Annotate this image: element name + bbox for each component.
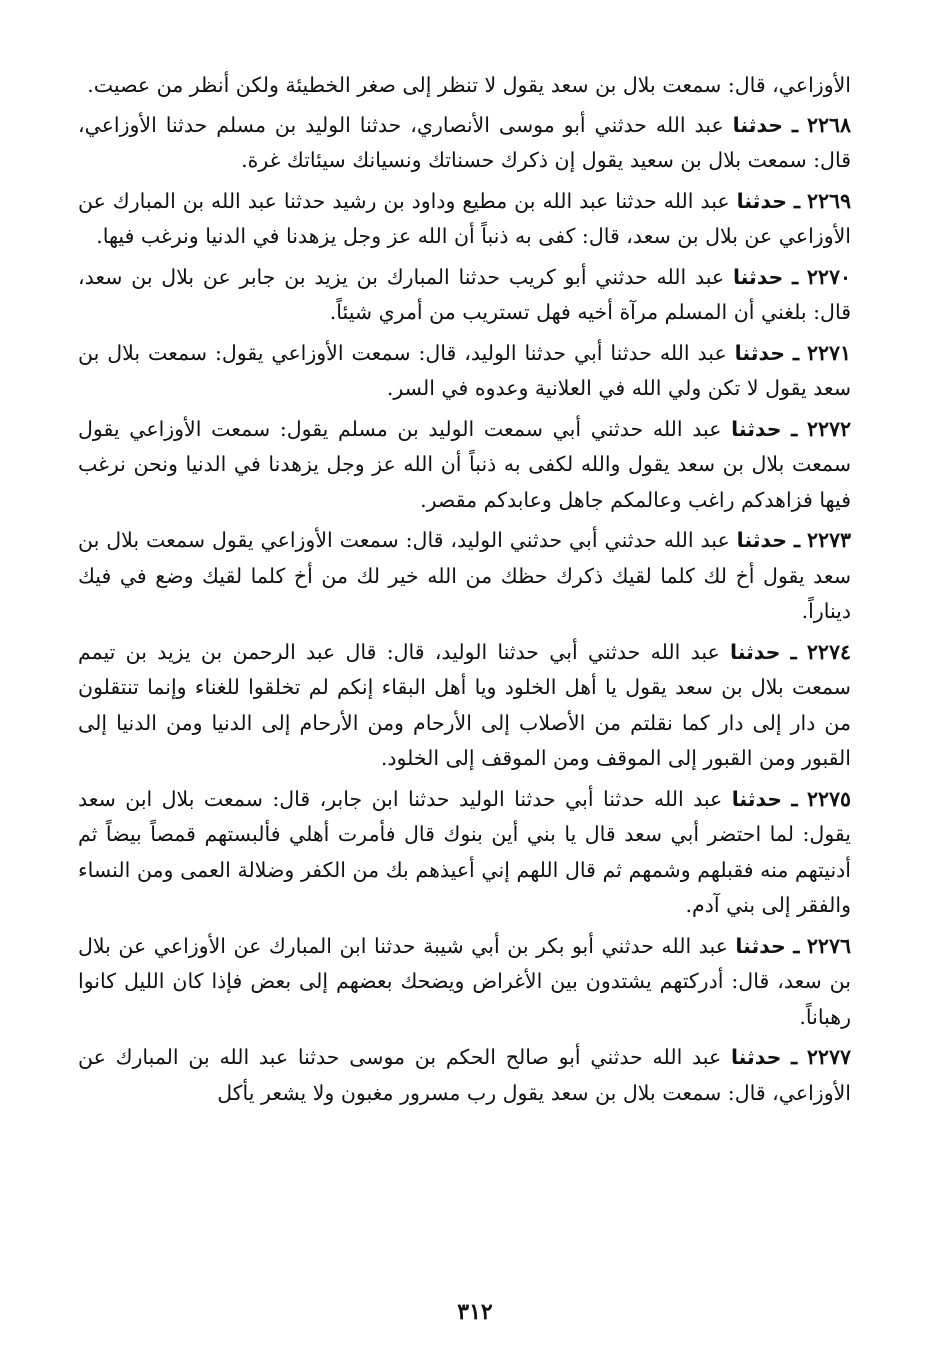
hadith-2271	[78, 336, 851, 407]
hadith-text: عبد الله حدثني أبو بكر بن أبي شيبة حدثنا ابن المبارك عن الأوزاعي عن بلال بن سعد، قال: أدركتهم يشتدون بين الأغراض ويضحك بعضهم إلى بعض فإذا كان الليل كانوا رهباناً.	[78, 933, 851, 1029]
hadith-number: ٢٢٦٨	[806, 112, 851, 137]
hadith-text: عبد الله حدثني أبو كريب حدثنا المبارك بن يزيد بن جابر عن بلال بن سعد، قال: بلغني أن المسلم مرآة أخيه فهل تستريب من أمري شيئاً.	[78, 264, 851, 324]
hadith-text: عبد الله حدثني أبو صالح الحكم بن موسى حدثنا عبد الله بن المبارك عن الأوزاعي، قال: سمعت بلال بن سعد يقول رب مسرور مغبون ولا يشعر يأكل	[78, 1045, 851, 1105]
hadith-2268	[78, 108, 851, 179]
hadith-dash: ـ	[790, 639, 797, 664]
hadith-text: عبد الله حدثني أبي سمعت الوليد بن مسلم يقول: سمعت الأوزاعي يقول سمعت بلال بن سعد يقول والله لكفى به ذنباً أن الله عز وجل يزهدنا في الدنيا ونحن نرغب فيها فزاهدكم راغب وعالمكم جاهل وعابدكم مقصر.	[78, 416, 851, 512]
hadith-number: ٢٢٧٣	[806, 528, 851, 552]
hadith-number: ٢٢٦٩	[806, 188, 851, 213]
hadith-keyword: حدثنا	[734, 340, 786, 365]
hadith-dash: ـ	[793, 528, 800, 552]
hadith-dash: ـ	[791, 112, 798, 137]
hadith-2274	[78, 635, 851, 777]
hadith-text: عبد الله حدثني أبي حدثنا الوليد، قال: قال عبد الرحمن بن يزيد بن تيمم سمعت بلال بن سعد يقول يا أهل الخلود ويا أهل البقاء إنكم لم تخلقوا للغناء وإنما تنتقلون من دار إلى دار كما نقلتم من الأصلاب إلى الأرحام ومن الأرحام إلى الدنيا ومن الدنيا إلى القبور ومن القبور إلى الموقف ومن الموقف إلى الخلود.	[78, 639, 851, 770]
hadith-text: عبد الله حدثنا عبد الله بن مطيع وداود بن رشيد حدثنا عبد الله بن المبارك عن الأوزاعي عن بلال بن سعد، قال: كفى به ذنباً أن الله عز وجل يزهدنا في الدنيا ونرغب فيها.	[78, 188, 851, 248]
hadith-keyword: حدثنا	[732, 264, 784, 289]
hadith-dash: ـ	[791, 1045, 798, 1069]
hadith-2275	[78, 782, 851, 924]
hadith-dash: ـ	[791, 786, 798, 811]
hadith-number: ٢٢٧٤	[806, 639, 851, 664]
hadith-keyword: حدثنا	[731, 416, 782, 441]
hadith-keyword: حدثنا	[735, 933, 786, 958]
hadith-2272	[78, 412, 851, 519]
hadith-number: ٢٢٧٧	[806, 1045, 851, 1069]
hadith-2269	[78, 184, 851, 255]
hadith-number: ٢٢٧٥	[806, 786, 851, 811]
hadith-dash: ـ	[791, 416, 798, 441]
hadith-dash: ـ	[792, 264, 799, 289]
hadith-keyword: حدثنا	[730, 639, 781, 664]
hadith-2277	[78, 1040, 851, 1111]
hadith-keyword: حدثنا	[730, 1045, 782, 1069]
intro-paragraph: الأوزاعي، قال: سمعت بلال بن سعد يقول لا تنظر إلى صغر الخطيئة ولكن أنظر من عصيت.	[87, 73, 851, 97]
hadith-number: ٢٢٧١	[806, 340, 851, 365]
hadith-number: ٢٢٧٦	[806, 933, 851, 958]
hadith-keyword: حدثنا	[736, 188, 787, 213]
hadith-2270	[78, 260, 851, 331]
hadith-keyword: حدثنا	[736, 528, 788, 552]
hadith-text: عبد الله حدثني أبي حدثني الوليد، قال: سمعت الأوزاعي يقول سمعت بلال بن سعد يقول أخ لك كلما لقيك ذكرك حظك من الله خير لك من أخ كلما لقيك وضع في فيك ديناراً.	[78, 528, 851, 623]
hadith-keyword: حدثنا	[732, 112, 784, 137]
hadith-dash: ـ	[792, 340, 799, 365]
hadith-number: ٢٢٧٠	[806, 264, 851, 289]
hadith-number: ٢٢٧٢	[806, 416, 851, 441]
hadith-dash: ـ	[793, 933, 800, 958]
hadith-text: عبد الله حدثني أبو موسى الأنصاري، حدثنا الوليد بن مسلم حدثنا الأوزاعي، قال: سمعت بلال بن سعيد يقول إن ذكرك حسناتك ونسيانك سيئاتك غرة.	[78, 112, 851, 172]
hadith-keyword: حدثنا	[731, 786, 783, 811]
hadith-2276	[78, 929, 851, 1036]
hadith-text: عبد الله حدثنا أبي حدثنا الوليد حدثنا ابن جابر، قال: سمعت بلال ابن سعد يقول: لما احتضر أبي سعد قال يا بني أين بنوك قال فأمرت أهلي فألبستهم قمصاً بيضاً ثم أدنيتهم منه فقبلهم وشمهم ثم قال اللهم إني أعيذهم بك من الكفر وضلالة العمى ومن النساء والفقر إلى بني آدم.	[78, 786, 851, 917]
page-number: ٣١٢	[457, 1299, 493, 1325]
hadith-2273	[78, 523, 851, 630]
page-body	[78, 68, 851, 1116]
hadith-text: عبد الله حدثنا أبي حدثنا الوليد، قال: سمعت الأوزاعي يقول: سمعت بلال بن سعد يقول لا تكن ولي الله في العلانية وعدوه في السر.	[78, 340, 851, 400]
hadith-dash: ـ	[793, 188, 800, 213]
